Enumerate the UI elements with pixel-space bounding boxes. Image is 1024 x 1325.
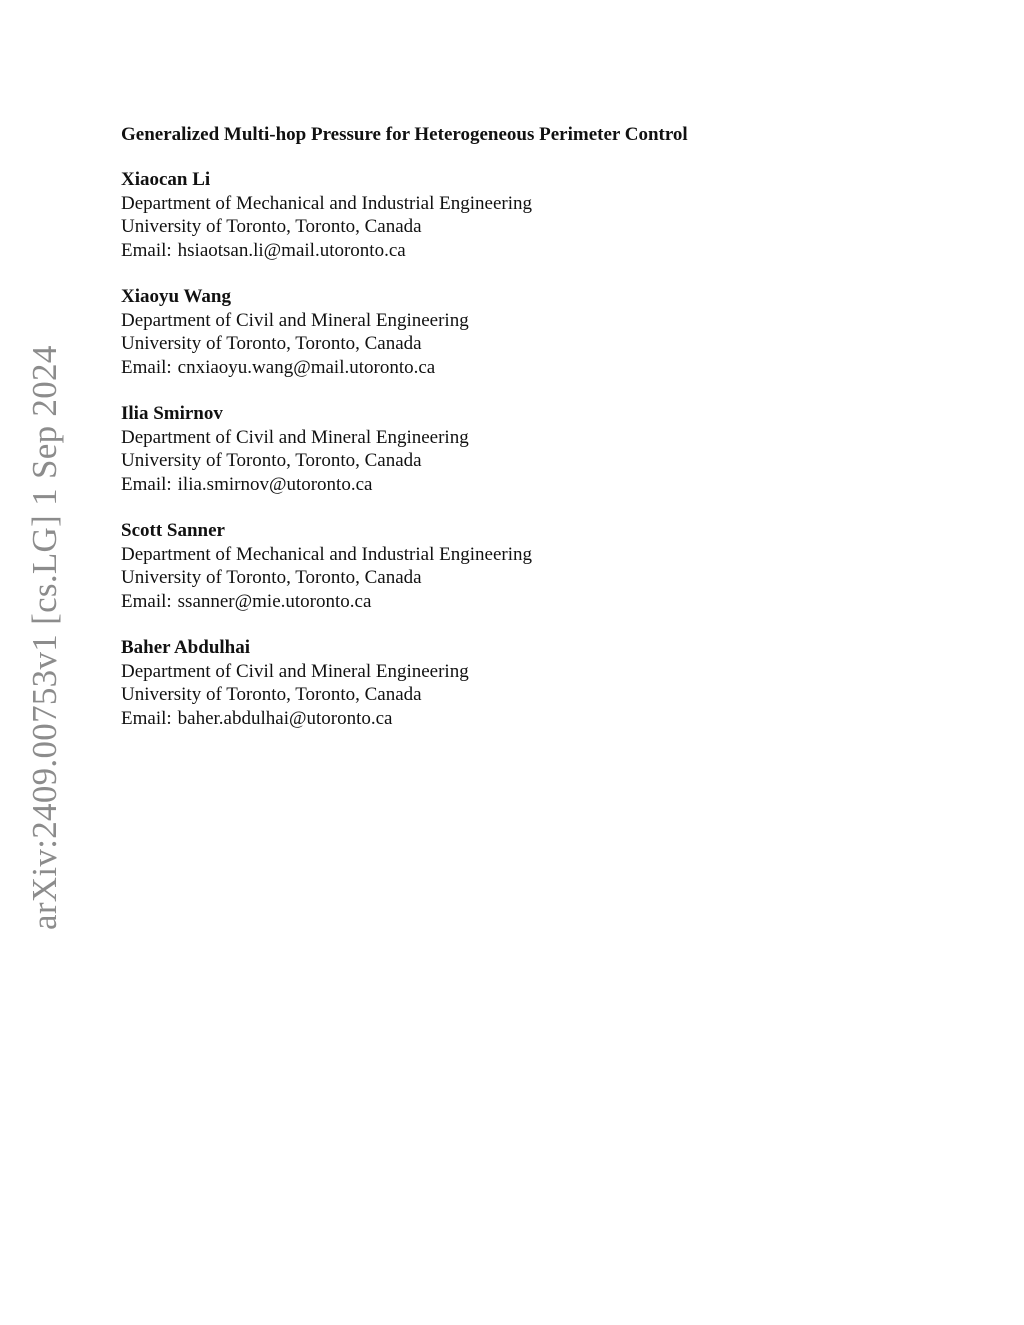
author-block: [121, 285, 941, 379]
email-label: Email:: [121, 590, 172, 612]
author-name: Xiaoyu Wang: [121, 286, 231, 307]
author-block: [121, 168, 941, 262]
arxiv-identifier-stamp: arXiv:2409.00753v1 [cs.LG] 1 Sep 2024: [25, 345, 64, 930]
email-label: Email:: [121, 239, 172, 261]
author-university: University of Toronto, Toronto, Canada: [121, 567, 422, 588]
author-block: [121, 402, 941, 496]
author-email-line: [121, 356, 941, 380]
author-department: Department of Civil and Mineral Engineering: [121, 309, 469, 331]
email-label: Email:: [121, 356, 172, 378]
author-email: baher.abdulhai@utoronto.ca: [177, 707, 393, 729]
author-email-line: [121, 590, 941, 614]
author-university: University of Toronto, Toronto, Canada: [121, 450, 422, 471]
author-block: [121, 636, 941, 730]
author-name: Baher Abdulhai: [121, 637, 251, 658]
author-block: [121, 519, 941, 613]
author-name: Ilia Smirnov: [121, 403, 223, 424]
author-department: Department of Mechanical and Industrial Engineering: [121, 543, 532, 565]
title-page: [121, 121, 941, 753]
author-name: Scott Sanner: [121, 520, 225, 541]
email-label: Email:: [121, 707, 172, 729]
author-department: Department of Civil and Mineral Engineering: [121, 426, 469, 448]
author-email-line: [121, 473, 941, 497]
author-department: Department of Civil and Mineral Engineering: [121, 660, 469, 682]
email-label: Email:: [121, 473, 172, 495]
author-department: Department of Mechanical and Industrial Engineering: [121, 192, 532, 214]
author-email: hsiaotsan.li@mail.utoronto.ca: [177, 239, 406, 261]
paper-title: Generalized Multi-hop Pressure for Heterogeneous Perimeter Control: [121, 124, 688, 145]
author-email-line: [121, 707, 941, 731]
author-name: Xiaocan Li: [121, 169, 211, 190]
author-university: University of Toronto, Toronto, Canada: [121, 216, 422, 237]
author-email-line: [121, 239, 941, 263]
author-university: University of Toronto, Toronto, Canada: [121, 684, 422, 705]
author-email: ilia.smirnov@utoronto.ca: [177, 473, 373, 495]
author-email: ssanner@mie.utoronto.ca: [177, 590, 372, 612]
author-email: cnxiaoyu.wang@mail.utoronto.ca: [177, 356, 436, 378]
author-university: University of Toronto, Toronto, Canada: [121, 333, 422, 354]
